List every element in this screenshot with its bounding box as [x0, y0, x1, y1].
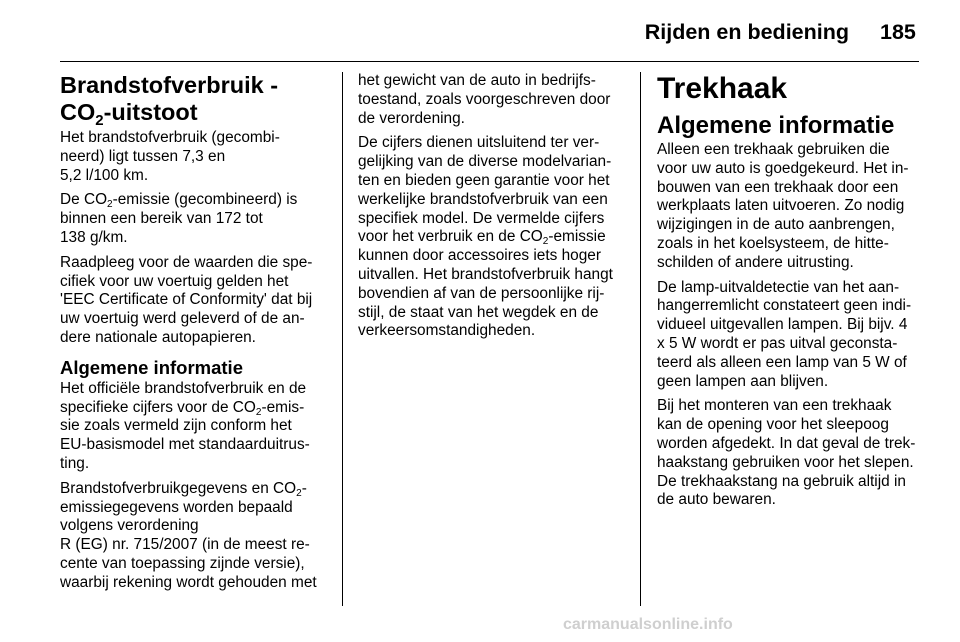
text-line: het gewicht van de auto in bedrijfs- [358, 72, 596, 89]
text-line [60, 399, 332, 418]
text-line: Alleen een trekhaak gebruiken die [657, 141, 890, 158]
column-divider-1 [342, 72, 343, 606]
text-line: de auto bewaren. [657, 491, 776, 509]
text-line: werkelijke brandstofverbruik van een [358, 190, 608, 208]
paragraph [60, 129, 332, 185]
text-line: ten en bieden geen garantie voor het [358, 171, 610, 189]
text-span: -emissie (gecombineerd) is [112, 191, 298, 209]
text-line: bouwen van een trekhaak door een [657, 178, 899, 196]
text-line [358, 228, 630, 247]
heading-line: Brandstofverbruik - [60, 72, 279, 98]
text-line: R (EG) nr. 715/2007 (in de meest re- [60, 536, 310, 554]
heading-text: -uitstoot [103, 99, 198, 125]
text-line: volgens verordening [60, 517, 199, 535]
text-span: Brandstofverbruikgegevens en CO [60, 479, 297, 497]
section-title-towbar: Trekhaak [657, 72, 788, 105]
paragraph [358, 134, 630, 341]
text-span: specifieke cijfers voor de CO [60, 398, 256, 416]
running-header: Rijden en bediening [644, 20, 849, 44]
column-3 [657, 72, 929, 516]
paragraph [657, 141, 929, 273]
column-1 [60, 72, 332, 599]
text-line: kan de opening voor het sleepoog [657, 416, 889, 434]
subheading-general-info: Algemene informatie [657, 112, 895, 139]
subscript: 2 [542, 236, 549, 248]
text-span: - [301, 479, 307, 497]
text-line: binnen een bereik van 172 tot [60, 210, 263, 228]
text-line [60, 480, 332, 499]
text-line: De cijfers dienen uitsluitend ter ver- [358, 134, 600, 152]
text-line: voor uw auto is goedgekeurd. Het in- [657, 159, 909, 177]
subscript: 2 [296, 487, 302, 499]
text-line: 'EEC Certificate of Conformity' dat bij [60, 291, 313, 309]
page-number: 185 [880, 20, 916, 44]
text-line: werkplaats laten uitvoeren. Zo nodig [657, 197, 905, 215]
text-span: voor het verbruik en de CO [358, 228, 543, 246]
heading-line [60, 99, 332, 129]
text-line: Het brandstofverbruik (gecombi- [60, 129, 280, 146]
subscript: 2 [255, 406, 262, 418]
text-line: De trekhaakstang na gebruik altijd in [657, 472, 906, 490]
text-line: de verordening. [358, 109, 465, 127]
subscript: 2 [95, 112, 104, 129]
text-span: -emissie [548, 228, 606, 246]
paragraph [60, 254, 332, 348]
paragraph [657, 279, 929, 392]
text-line: gelijking van de diverse modelvarian- [358, 153, 612, 171]
text-span: -emis- [261, 398, 305, 416]
subscript: 2 [107, 199, 113, 211]
text-line: specifiek model. De vermelde cijfers [358, 209, 605, 227]
text-line: worden afgedekt. In dat geval de trek- [657, 434, 916, 452]
text-line: 138 g/km. [60, 228, 128, 246]
watermark: carmanualsonline.info [563, 616, 733, 633]
text-line: uw voertuig werd geleverd of de an- [60, 310, 305, 328]
text-line: ting. [60, 454, 90, 472]
text-line: 5,2 l/100 km. [60, 166, 149, 184]
text-line: emissiegegevens worden bepaald [60, 498, 293, 516]
text-line: schilden of andere uitrusting. [657, 253, 854, 271]
text-span: De CO [60, 191, 108, 209]
text-line: haakstang gebruiken voor het slepen. [657, 453, 914, 471]
text-line: EU-basismodel met standaarduitrus- [60, 436, 310, 454]
text-line: dere nationale autopapieren. [60, 328, 256, 346]
text-line: wijzigingen in de auto aanbrengen, [657, 216, 895, 234]
text-line: geen lampen aan blijven. [657, 372, 829, 390]
paragraph [60, 380, 332, 474]
text-line: bovendien af van de persoonlijke rij- [358, 284, 605, 302]
header-rule [60, 61, 919, 62]
text-line: Raadpleeg voor de waarden die spe- [60, 253, 313, 271]
text-line: waarbij rekening wordt gehouden met [60, 573, 317, 591]
heading-text: CO [60, 99, 96, 125]
column-divider-2 [640, 72, 641, 606]
paragraph [358, 72, 630, 128]
text-line: stijl, de staat van het wegdek en de [358, 303, 599, 321]
text-line: Bij het monteren van een trekhaak [657, 397, 892, 415]
paragraph [657, 397, 929, 510]
text-line: verkeersomstandigheden. [358, 322, 536, 340]
text-line: uitvallen. Het brandstofverbruik hangt [358, 265, 613, 283]
text-line: kunnen door accessoires iets hoger [358, 247, 601, 265]
text-line: cifiek voor uw voertuig gelden het [60, 272, 289, 290]
text-line: hangerremlicht constateert geen indi- [657, 297, 912, 315]
text-line: Het officiële brandstofverbruik en de [60, 379, 307, 397]
text-line: teerd als alleen een lamp van 5 W of [657, 353, 907, 371]
paragraph [60, 480, 332, 593]
section-heading-fuel [60, 72, 332, 129]
text-line: sie zoals vermeld zijn conform het [60, 417, 292, 435]
text-line: De lamp-uitvaldetectie van het aan- [657, 278, 900, 296]
subheading-general-info: Algemene informatie [60, 356, 243, 378]
text-line: toestand, zoals voorgeschreven door [358, 90, 611, 108]
text-line: zoals in het koelsysteem, de hitte- [657, 234, 889, 252]
text-line: vidueel uitgevallen lampen. Bij bijv. 4 [657, 316, 908, 334]
text-line [60, 191, 332, 210]
paragraph [60, 191, 332, 247]
text-line: cente van toepassing zijnde versie), [60, 554, 305, 572]
column-2 [358, 72, 630, 347]
text-line: x 5 W wordt er pas uitval geconsta- [657, 334, 898, 352]
text-line: neerd) ligt tussen 7,3 en [60, 147, 226, 165]
